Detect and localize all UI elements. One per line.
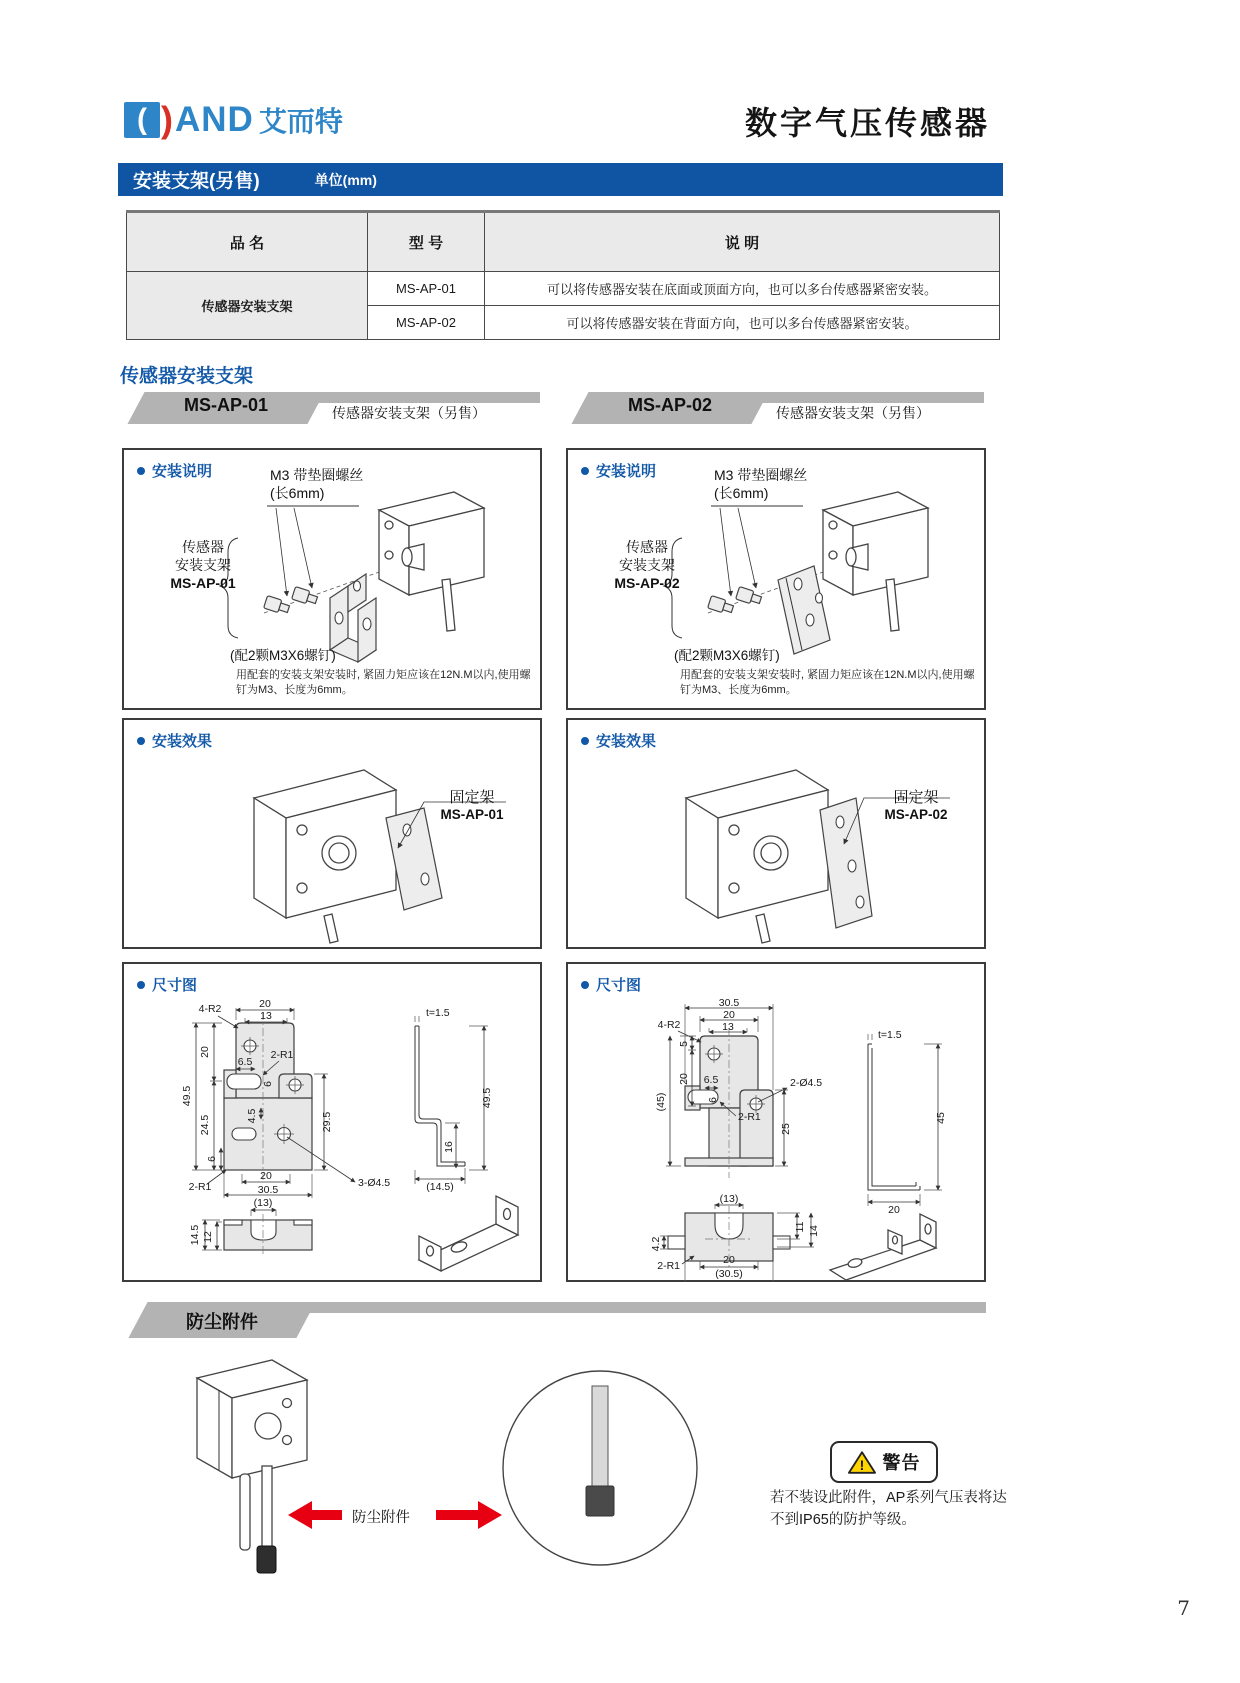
dim-label: 24.5 [199, 1114, 211, 1136]
model-banner-2 [566, 392, 986, 424]
install-panel-1 [122, 448, 542, 710]
dim-label: 3-Ø4.5 [358, 1177, 391, 1189]
panel-heading-label: 安装说明 [152, 463, 213, 480]
dim-label: 49.5 [181, 1085, 193, 1107]
column-ms-ap-01 [122, 0, 542, 1300]
dim-label: 6 [206, 1156, 218, 1162]
logo-arc-icon: ) [161, 99, 173, 140]
assembled-view-drawing [568, 748, 984, 943]
dims-panel-1 [122, 962, 542, 1282]
dim-label: (13) [253, 1197, 273, 1209]
included-screws-label: (配2颗M3X6螺钉) [230, 648, 336, 663]
dim-label: 20 [259, 998, 271, 1010]
col-header-product: 品 名 [127, 212, 368, 272]
effect-panel-1 [122, 718, 542, 949]
svg-text:!: ! [859, 1456, 864, 1473]
warning-triangle-icon [848, 1450, 876, 1475]
dim-label: t=1.5 [878, 1029, 902, 1041]
bracket-3d-sketch [830, 1214, 936, 1280]
bullet-icon [137, 981, 145, 989]
fixing-bracket-label: 固定架 MS-AP-01 [440, 789, 504, 822]
panel-heading [581, 460, 656, 481]
assembled-view-drawing [124, 748, 540, 943]
bracket-drawing [778, 566, 830, 654]
dim-label: (30.5) [715, 1268, 743, 1280]
panel-heading-label: 安装效果 [596, 733, 657, 750]
cell-model-1: MS-AP-01 [368, 272, 485, 306]
section-title: 传感器安装支架 [120, 366, 254, 387]
model-banner-label: MS-AP-02 [627, 395, 712, 415]
warning-title: 警告 [882, 1453, 921, 1473]
warning-box [830, 1441, 938, 1483]
bullet-icon [137, 737, 145, 745]
logo-text: AND [175, 100, 254, 139]
bullet-icon [137, 467, 145, 475]
cell-desc-2: 可以将传感器安装在背面方向，也可以多台传感器紧密安装。 [485, 306, 1000, 340]
sensor-drawing [197, 1360, 307, 1573]
bullet-icon [581, 467, 589, 475]
dim-label: 4-R2 [198, 1003, 222, 1015]
dim-label: 5 [678, 1041, 690, 1047]
screw-label: M3 带垫圈螺丝 (长6mm) [714, 467, 808, 501]
dim-label: 6 [262, 1081, 274, 1087]
col-header-model: 型 号 [368, 212, 485, 272]
dim-label: 25 [780, 1123, 792, 1135]
cell-desc-1: 可以将传感器安装在底面或顶面方向，也可以多台传感器紧密安装。 [485, 272, 1000, 306]
dim-label: 2-R1 [270, 1049, 294, 1061]
dim-label: 20 [723, 1009, 735, 1021]
warning-text: 若不装设此附件，AP系列气压表将达 不到IP65的防护等级。 [770, 1490, 1007, 1529]
dim-label: 4.2 [650, 1236, 662, 1252]
dust-arrow-label: 防尘附件 [352, 1510, 410, 1526]
dim-label: 13 [722, 1021, 734, 1033]
dim-label: 6.5 [703, 1074, 719, 1086]
dim-label: 20 [260, 1170, 272, 1182]
column-ms-ap-02 [566, 0, 986, 1300]
dim-label: 16 [443, 1141, 455, 1153]
torque-note: 用配套的安装支架安装时, 紧固力矩应该在12N.M以内,使用螺钉为M3、长度为6mm。 [680, 669, 975, 696]
logo-text-cn: 艾而特 [258, 106, 343, 137]
model-banner-desc: 传感器安装支架（另售） [776, 405, 930, 421]
dim-label: 20 [888, 1204, 900, 1216]
panel-heading [581, 974, 641, 995]
page-title: 数字气压传感器 [744, 105, 990, 141]
dim-label: 2-Ø4.5 [790, 1077, 823, 1089]
dim-label: 6.5 [237, 1056, 253, 1068]
panel-heading [137, 974, 197, 995]
dimension-drawing [568, 997, 984, 1280]
model-banner-desc: 传感器安装支架（另售） [332, 405, 486, 421]
included-screws-label: (配2颗M3X6螺钉) [674, 648, 780, 663]
dim-label: 4-R2 [657, 1019, 681, 1031]
right-arrow-icon [436, 1501, 502, 1529]
dims-panel-2 [566, 962, 986, 1282]
fixing-bracket-label: 固定架 MS-AP-02 [884, 789, 948, 822]
dust-banner-label: 防尘附件 [186, 1312, 258, 1332]
cell-product-name: 传感器安装支架 [127, 272, 368, 340]
sensor-drawing [823, 492, 928, 631]
bracket-label: 传感器 安装支架 MS-AP-02 [614, 539, 680, 591]
dim-label: 30.5 [257, 1184, 279, 1196]
page-number: 7 [1177, 1596, 1190, 1620]
col-header-desc: 说 明 [485, 212, 1000, 272]
dim-label: (14.5) [426, 1181, 454, 1193]
dim-label: 14.5 [189, 1224, 201, 1246]
panel-heading-label: 安装效果 [152, 733, 213, 750]
dust-banner [122, 1302, 986, 1338]
dim-label: 4.5 [246, 1108, 258, 1124]
dim-label: 20 [678, 1073, 690, 1085]
left-arrow-icon [288, 1501, 342, 1529]
dim-label: 6 [707, 1097, 719, 1103]
dim-label: 2-R1 [738, 1111, 761, 1123]
dim-label: 2-R1 [657, 1260, 680, 1272]
dim-label: 29.5 [321, 1111, 333, 1133]
bullet-icon [581, 737, 589, 745]
dim-label: 20 [199, 1046, 211, 1058]
bracket-3d-sketch [419, 1196, 518, 1271]
dim-label: 12 [202, 1231, 214, 1243]
panel-heading-label: 安装说明 [596, 463, 657, 480]
dim-label: 13 [260, 1010, 272, 1022]
logo-bracket-icon: ( [124, 102, 160, 138]
screw-icon [708, 587, 763, 616]
dim-label: t=1.5 [426, 1007, 450, 1019]
dim-label: 30.5 [718, 997, 740, 1009]
dust-attachment-stem [592, 1386, 608, 1488]
dim-label: (45) [655, 1092, 667, 1112]
bullet-icon [581, 981, 589, 989]
dim-label: 45 [935, 1112, 947, 1124]
panel-heading [137, 460, 212, 481]
screw-icon [264, 587, 319, 616]
dust-attachment-tip [586, 1486, 614, 1516]
torque-note: 用配套的安装支架安装时, 紧固力矩应该在12N.M以内,使用螺钉为M3、长度为6mm。 [236, 669, 531, 696]
dimension-drawing [124, 998, 540, 1276]
dim-label: (13) [719, 1193, 739, 1205]
dim-label: 2-R1 [188, 1181, 212, 1193]
effect-panel-2 [566, 718, 986, 949]
model-banner-1 [122, 392, 542, 424]
dim-label: 11 [794, 1221, 806, 1233]
dim-label: 14 [808, 1225, 820, 1237]
model-banner-label: MS-AP-01 [183, 395, 268, 415]
panel-heading-label: 尺寸图 [596, 977, 642, 994]
section-banner-title: 安装支架(另售) [133, 171, 260, 192]
panel-heading-label: 尺寸图 [152, 977, 198, 994]
cell-model-2: MS-AP-02 [368, 306, 485, 340]
install-panel-2 [566, 448, 986, 710]
dim-label: 20 [723, 1254, 735, 1266]
section-banner-unit: 单位(mm) [314, 171, 377, 188]
dim-label: 49.5 [481, 1087, 493, 1109]
screw-label: M3 带垫圈螺丝 (长6mm) [270, 467, 364, 501]
bracket-label: 传感器 安装支架 MS-AP-01 [170, 539, 236, 591]
sensor-drawing [379, 492, 484, 631]
